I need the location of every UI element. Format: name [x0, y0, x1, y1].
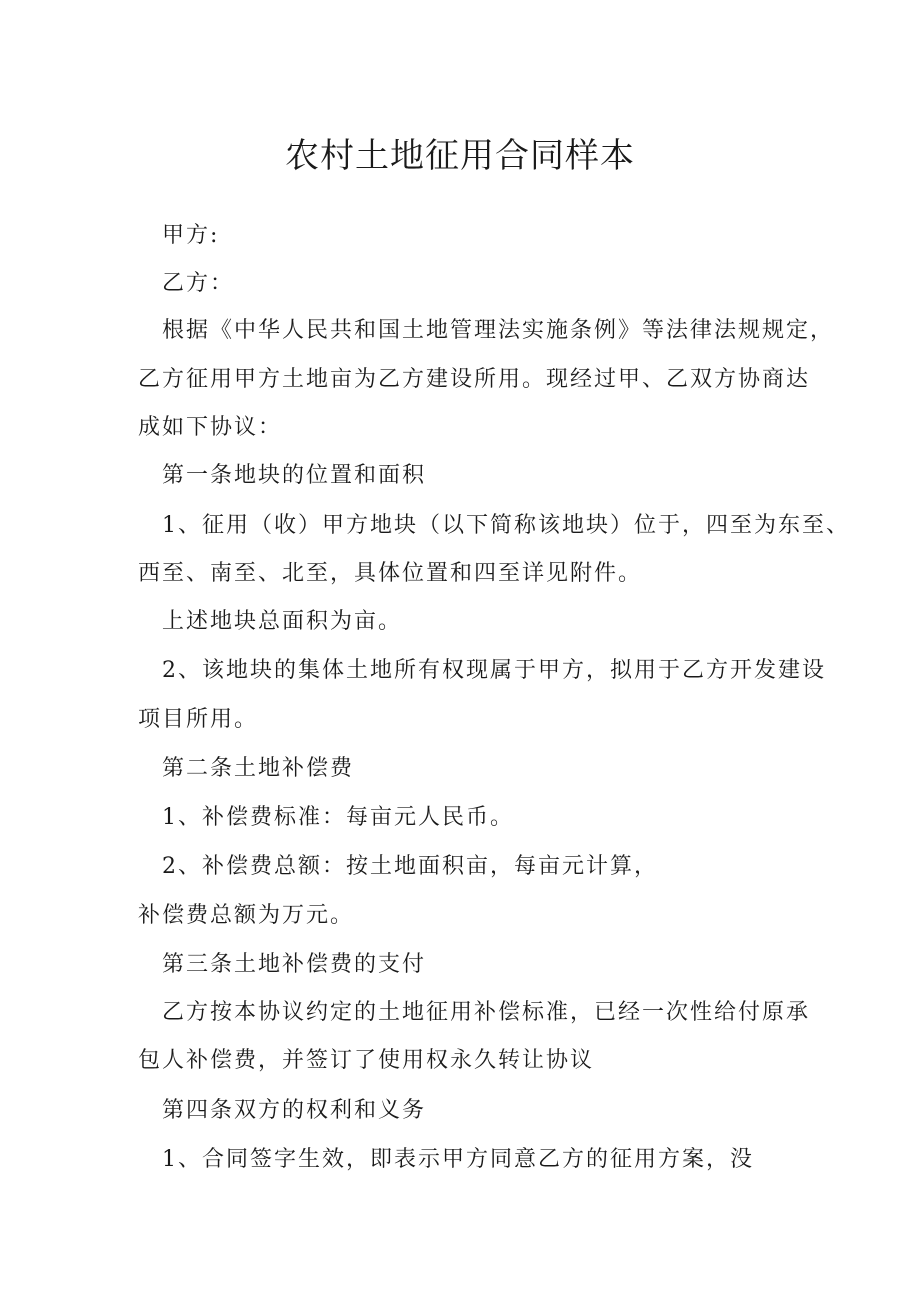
body-paragraph-line: 补偿费总额为万元。 [138, 903, 355, 928]
body-paragraph-line: 包人补偿费，并签订了使用权永久转让协议 [138, 1048, 595, 1073]
party-b-line: 乙方： [162, 271, 235, 296]
body-paragraph-line: 1、补偿费标准：每亩元人民币。 [162, 805, 514, 830]
article-heading: 第二条土地补偿费 [162, 756, 355, 781]
article-heading: 第三条土地补偿费的支付 [162, 952, 427, 977]
body-paragraph-line: 乙方征用甲方土地亩为乙方建设所用。现经过甲、乙双方协商达 [138, 367, 811, 392]
body-paragraph-line: 根据《中华人民共和国土地管理法实施条例》等法律法规规定， [162, 318, 835, 343]
body-paragraph-line: 1、合同签字生效，即表示甲方同意乙方的征用方案，没 [162, 1147, 754, 1172]
body-paragraph-line: 上述地块总面积为亩。 [162, 609, 403, 634]
body-paragraph-line: 2、补偿费总额：按土地面积亩，每亩元计算， [162, 854, 658, 879]
body-paragraph-line: 项目所用。 [138, 707, 259, 732]
body-paragraph-line: 乙方按本协议约定的土地征用补偿标准，已经一次性给付原承 [162, 1000, 811, 1025]
body-paragraph-line: 2、该地块的集体土地所有权现属于甲方，拟用于乙方开发建设 [162, 658, 826, 683]
article-heading: 第一条地块的位置和面积 [162, 463, 427, 488]
body-paragraph-line: 成如下协议： [138, 415, 283, 440]
body-paragraph-line: 西至、南至、北至，具体位置和四至详见附件。 [138, 561, 643, 586]
document-title: 农村土地征用合同样本 [285, 136, 635, 176]
party-a-line: 甲方: [162, 223, 220, 248]
body-paragraph-line: 1、征用（收）甲方地块（以下简称该地块）位于，四至为东至、 [162, 513, 850, 538]
article-heading: 第四条双方的权利和义务 [162, 1098, 427, 1123]
